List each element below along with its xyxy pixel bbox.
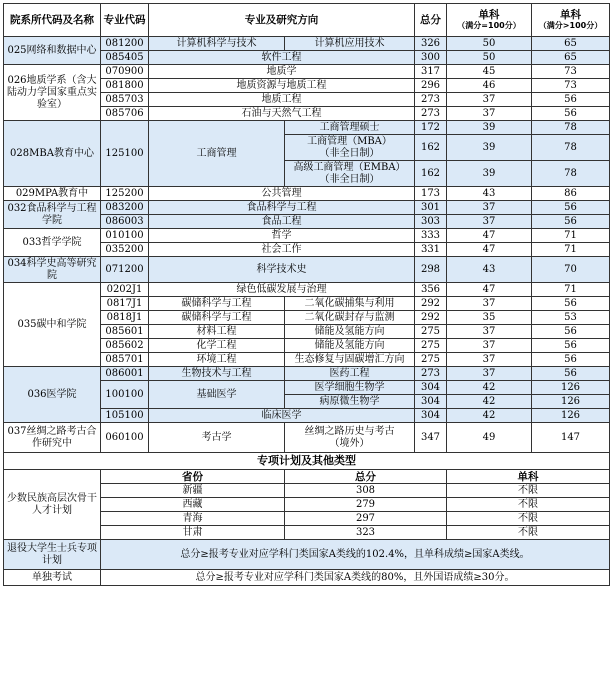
single-over-cell: 71 bbox=[532, 243, 610, 257]
col-province: 省份 bbox=[101, 470, 285, 484]
major-cell: 地质工程 bbox=[149, 93, 415, 107]
single-cell: 49 bbox=[447, 423, 532, 453]
single-cell: 50 bbox=[447, 37, 532, 51]
single-cell: 37 bbox=[447, 297, 532, 311]
code-cell: 0202J1 bbox=[101, 283, 149, 297]
major-cell: 计算机科学与技术 bbox=[149, 37, 285, 51]
single-over-cell: 70 bbox=[532, 257, 610, 283]
direction-cell bbox=[285, 161, 415, 187]
code-cell: 010100 bbox=[101, 229, 149, 243]
header-dept: 院系所代码及名称 bbox=[4, 4, 101, 37]
total-cell: 273 bbox=[415, 93, 447, 107]
major-cell: 社会工作 bbox=[149, 243, 415, 257]
single-cell: 37 bbox=[447, 93, 532, 107]
single-over-cell: 56 bbox=[532, 353, 610, 367]
code-cell: 070900 bbox=[101, 65, 149, 79]
major-cell: 哲学 bbox=[149, 229, 415, 243]
code-cell: 0817J1 bbox=[101, 297, 149, 311]
code-cell: 085706 bbox=[101, 107, 149, 121]
direction-cell: 病原微生物学 bbox=[285, 395, 415, 409]
header-row bbox=[4, 4, 610, 37]
code-cell: 083200 bbox=[101, 201, 149, 215]
total-cell: 304 bbox=[415, 409, 447, 423]
direction-line: 高级工商管理（EMBA） bbox=[293, 161, 406, 173]
total-cell: 317 bbox=[415, 65, 447, 79]
direction-cell: 储能及氢能方向 bbox=[285, 339, 415, 353]
major-cell: 考古学 bbox=[149, 423, 285, 453]
major-cell: 软件工程 bbox=[149, 51, 415, 65]
single-cell: 39 bbox=[447, 161, 532, 187]
single-over-cell: 78 bbox=[532, 121, 610, 135]
dept-cell: 026地质学系（含大陆动力学国家重点实验室） bbox=[4, 65, 101, 121]
code-cell: 081200 bbox=[101, 37, 149, 51]
single-cell: 39 bbox=[447, 135, 532, 161]
province-total: 323 bbox=[285, 526, 447, 540]
province-header-row bbox=[4, 470, 610, 484]
single-over-cell: 53 bbox=[532, 311, 610, 325]
single-cell: 43 bbox=[447, 187, 532, 201]
dept-cell: 035碳中和学院 bbox=[4, 283, 101, 367]
single-over-cell: 126 bbox=[532, 409, 610, 423]
direction-cell: 二氧化碳捕集与利用 bbox=[285, 297, 415, 311]
direction-note: （非全日制） bbox=[319, 173, 380, 185]
single-over-cell: 73 bbox=[532, 65, 610, 79]
direction-cell: 储能及氢能方向 bbox=[285, 325, 415, 339]
table-row bbox=[4, 257, 610, 283]
header-code: 专业代码 bbox=[101, 4, 149, 37]
score-table bbox=[3, 3, 610, 586]
province-name: 新疆 bbox=[101, 484, 285, 498]
major-cell: 绿色低碳发展与治理 bbox=[149, 283, 415, 297]
solo-exam-text: 总分≥报考专业对应学科门类国家A类线的80%，且外国语成绩≥30分。 bbox=[101, 570, 610, 586]
single-cell: 39 bbox=[447, 121, 532, 135]
major-cell: 生物技术与工程 bbox=[149, 367, 285, 381]
total-cell: 275 bbox=[415, 325, 447, 339]
direction-line: 工商管理（MBA） bbox=[307, 135, 392, 147]
direction-cell: 医学细胞生物学 bbox=[285, 381, 415, 395]
major-cell: 基础医学 bbox=[149, 381, 285, 409]
total-cell: 304 bbox=[415, 381, 447, 395]
code-cell: 085601 bbox=[101, 325, 149, 339]
direction-cell: 工商管理硕士 bbox=[285, 121, 415, 135]
header-total: 总分 bbox=[415, 4, 447, 37]
province-total: 297 bbox=[285, 512, 447, 526]
table-row bbox=[4, 283, 610, 297]
major-cell: 材料工程 bbox=[149, 325, 285, 339]
single-cell: 47 bbox=[447, 283, 532, 297]
total-cell: 296 bbox=[415, 79, 447, 93]
single-cell: 37 bbox=[447, 353, 532, 367]
single-over-cell: 56 bbox=[532, 215, 610, 229]
code-cell: 071200 bbox=[101, 257, 149, 283]
dept-cell: 033哲学学院 bbox=[4, 229, 101, 257]
single-over-cell: 78 bbox=[532, 135, 610, 161]
major-cell: 公共管理 bbox=[149, 187, 415, 201]
major-cell: 碳储科学与工程 bbox=[149, 297, 285, 311]
province-single: 不限 bbox=[447, 498, 610, 512]
major-cell: 石油与天然气工程 bbox=[149, 107, 415, 121]
single-cell: 35 bbox=[447, 311, 532, 325]
single-cell: 46 bbox=[447, 79, 532, 93]
single-over-cell: 126 bbox=[532, 381, 610, 395]
single-over-cell: 71 bbox=[532, 229, 610, 243]
solo-exam-row bbox=[4, 570, 610, 586]
major-cell: 工商管理 bbox=[149, 121, 285, 187]
major-cell: 地质学 bbox=[149, 65, 415, 79]
province-total: 308 bbox=[285, 484, 447, 498]
province-name: 甘肃 bbox=[101, 526, 285, 540]
single-over-cell: 65 bbox=[532, 51, 610, 65]
direction-cell bbox=[285, 423, 415, 453]
code-cell: 085602 bbox=[101, 339, 149, 353]
header-single-over-note: （满分>100分） bbox=[538, 21, 603, 30]
total-cell: 172 bbox=[415, 121, 447, 135]
dept-cell: 032食品科学与工程学院 bbox=[4, 201, 101, 229]
province-total: 279 bbox=[285, 498, 447, 512]
code-cell: 035200 bbox=[101, 243, 149, 257]
header-major: 专业及研究方向 bbox=[149, 4, 415, 37]
single-over-cell: 56 bbox=[532, 201, 610, 215]
single-over-cell: 56 bbox=[532, 107, 610, 121]
direction-line: 丝绸之路历史与考古 bbox=[304, 425, 395, 437]
dept-cell: 037丝绸之路考古合作研究中 bbox=[4, 423, 101, 453]
single-over-cell: 86 bbox=[532, 187, 610, 201]
single-over-cell: 126 bbox=[532, 395, 610, 409]
major-cell: 化学工程 bbox=[149, 339, 285, 353]
single-cell: 42 bbox=[447, 409, 532, 423]
single-cell: 45 bbox=[447, 65, 532, 79]
single-over-cell: 56 bbox=[532, 367, 610, 381]
single-over-cell: 56 bbox=[532, 325, 610, 339]
dept-cell: 036医学院 bbox=[4, 367, 101, 423]
total-cell: 162 bbox=[415, 135, 447, 161]
single-over-cell: 147 bbox=[532, 423, 610, 453]
code-cell: 086003 bbox=[101, 215, 149, 229]
major-cell: 地质资源与地质工程 bbox=[149, 79, 415, 93]
col-total: 总分 bbox=[285, 470, 447, 484]
single-cell: 37 bbox=[447, 367, 532, 381]
direction-cell: 二氧化碳封存与监测 bbox=[285, 311, 415, 325]
total-cell: 275 bbox=[415, 353, 447, 367]
table-row bbox=[4, 187, 610, 201]
single-over-cell: 56 bbox=[532, 297, 610, 311]
table-row bbox=[4, 65, 610, 79]
total-cell: 331 bbox=[415, 243, 447, 257]
single-cell: 50 bbox=[447, 51, 532, 65]
total-cell: 275 bbox=[415, 339, 447, 353]
header-single-over-title: 单科 bbox=[560, 9, 581, 21]
province-single: 不限 bbox=[447, 484, 610, 498]
single-over-cell: 56 bbox=[532, 93, 610, 107]
code-cell: 105100 bbox=[101, 409, 149, 423]
total-cell: 326 bbox=[415, 37, 447, 51]
code-cell: 0818J1 bbox=[101, 311, 149, 325]
section-title: 专项计划及其他类型 bbox=[4, 453, 610, 470]
single-cell: 37 bbox=[447, 107, 532, 121]
total-cell: 162 bbox=[415, 161, 447, 187]
header-single-over-100 bbox=[532, 4, 610, 37]
total-cell: 347 bbox=[415, 423, 447, 453]
single-cell: 42 bbox=[447, 395, 532, 409]
single-cell: 37 bbox=[447, 215, 532, 229]
direction-note: （非全日制） bbox=[319, 147, 380, 159]
veteran-plan-label: 退役大学生士兵专项计划 bbox=[4, 540, 101, 570]
minority-plan-label: 少数民族高层次骨干人才计划 bbox=[4, 470, 101, 540]
table-row bbox=[4, 121, 610, 135]
province-name: 西藏 bbox=[101, 498, 285, 512]
col-single: 单科 bbox=[447, 470, 610, 484]
direction-cell bbox=[285, 135, 415, 161]
single-over-cell: 73 bbox=[532, 79, 610, 93]
total-cell: 173 bbox=[415, 187, 447, 201]
single-over-cell: 78 bbox=[532, 161, 610, 187]
province-name: 青海 bbox=[101, 512, 285, 526]
code-cell: 100100 bbox=[101, 381, 149, 409]
total-cell: 304 bbox=[415, 395, 447, 409]
single-cell: 42 bbox=[447, 381, 532, 395]
total-cell: 298 bbox=[415, 257, 447, 283]
single-cell: 47 bbox=[447, 243, 532, 257]
total-cell: 292 bbox=[415, 311, 447, 325]
province-single: 不限 bbox=[447, 526, 610, 540]
direction-cell: 生态修复与固碳增汇方向 bbox=[285, 353, 415, 367]
code-cell: 081800 bbox=[101, 79, 149, 93]
dept-cell: 034科学史高等研究院 bbox=[4, 257, 101, 283]
dept-cell: 028MBA教育中心 bbox=[4, 121, 101, 187]
veteran-row bbox=[4, 540, 610, 570]
total-cell: 300 bbox=[415, 51, 447, 65]
table-row bbox=[4, 37, 610, 51]
major-cell: 食品工程 bbox=[149, 215, 415, 229]
major-cell: 环境工程 bbox=[149, 353, 285, 367]
table-row bbox=[4, 423, 610, 453]
table-row bbox=[4, 201, 610, 215]
header-single-100 bbox=[447, 4, 532, 37]
solo-exam-label: 单独考试 bbox=[4, 570, 101, 586]
major-cell: 碳储科学与工程 bbox=[149, 311, 285, 325]
single-cell: 37 bbox=[447, 325, 532, 339]
single-over-cell: 56 bbox=[532, 339, 610, 353]
code-cell: 086001 bbox=[101, 367, 149, 381]
total-cell: 333 bbox=[415, 229, 447, 243]
direction-cell: 计算机应用技术 bbox=[285, 37, 415, 51]
total-cell: 301 bbox=[415, 201, 447, 215]
direction-cell: 医药工程 bbox=[285, 367, 415, 381]
total-cell: 273 bbox=[415, 107, 447, 121]
code-cell: 085405 bbox=[101, 51, 149, 65]
single-over-cell: 65 bbox=[532, 37, 610, 51]
dept-cell: 025网络和数据中心 bbox=[4, 37, 101, 65]
single-cell: 37 bbox=[447, 339, 532, 353]
major-cell: 食品科学与工程 bbox=[149, 201, 415, 215]
table-row bbox=[4, 229, 610, 243]
single-cell: 37 bbox=[447, 201, 532, 215]
code-cell: 125200 bbox=[101, 187, 149, 201]
total-cell: 273 bbox=[415, 367, 447, 381]
total-cell: 292 bbox=[415, 297, 447, 311]
direction-note: （境外） bbox=[329, 437, 370, 449]
header-single-100-title: 单科 bbox=[478, 9, 500, 21]
code-cell: 125100 bbox=[101, 121, 149, 187]
header-single-100-note: （满分=100分） bbox=[457, 21, 521, 30]
table-row bbox=[4, 367, 610, 381]
veteran-plan-text: 总分≥报考专业对应学科门类国家A类线的102.4%，且单科成绩≥国家A类线。 bbox=[101, 540, 610, 570]
total-cell: 303 bbox=[415, 215, 447, 229]
code-cell: 060100 bbox=[101, 423, 149, 453]
province-single: 不限 bbox=[447, 512, 610, 526]
single-over-cell: 71 bbox=[532, 283, 610, 297]
major-cell: 科学技术史 bbox=[149, 257, 415, 283]
single-cell: 43 bbox=[447, 257, 532, 283]
total-cell: 356 bbox=[415, 283, 447, 297]
major-cell: 临床医学 bbox=[149, 409, 415, 423]
code-cell: 085701 bbox=[101, 353, 149, 367]
dept-cell: 029MPA教育中 bbox=[4, 187, 101, 201]
section-header-row bbox=[4, 453, 610, 470]
code-cell: 085703 bbox=[101, 93, 149, 107]
single-cell: 47 bbox=[447, 229, 532, 243]
